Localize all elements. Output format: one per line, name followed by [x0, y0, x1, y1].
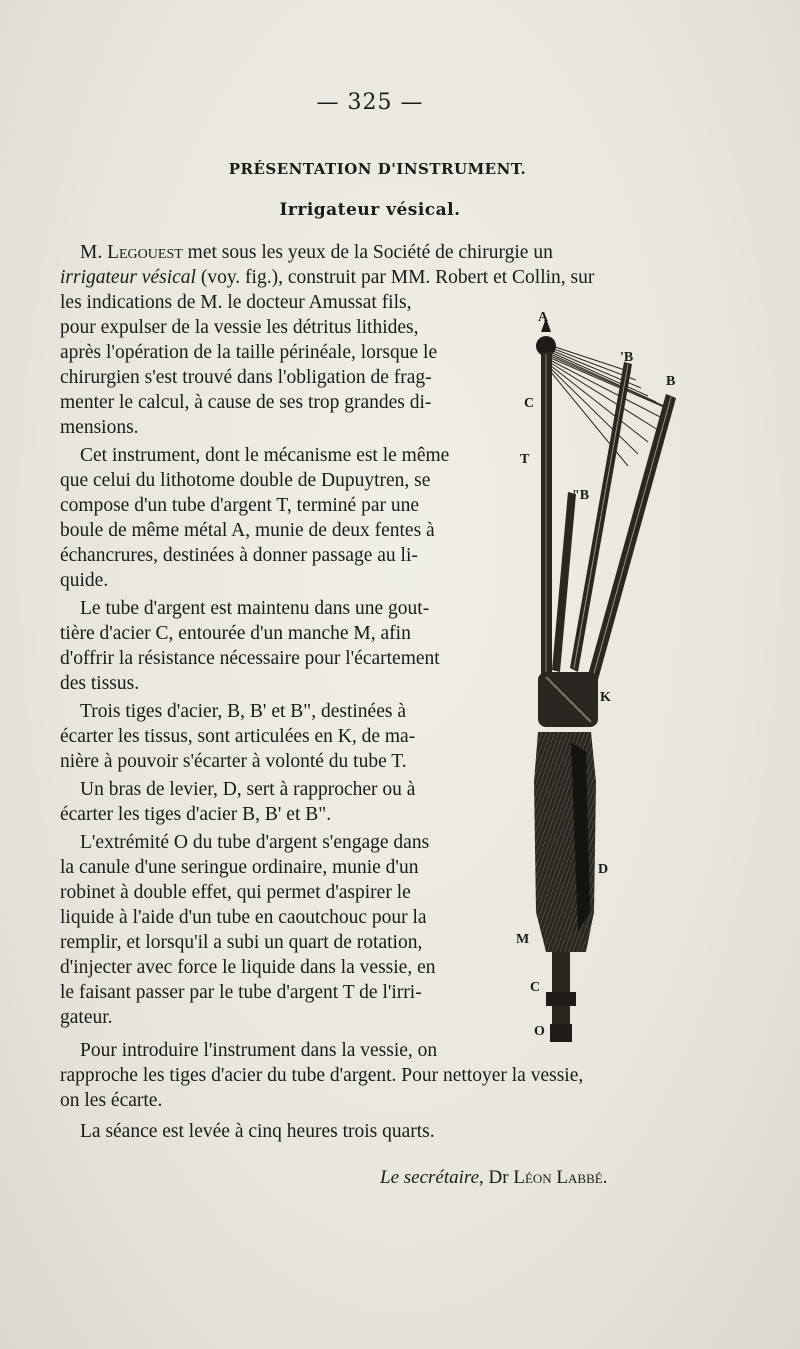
instrument-name: irrigateur vésical	[60, 267, 196, 288]
text-line: Pour introduire l'instrument dans la vessie, on	[80, 1040, 438, 1061]
text-line: les indications de M. le docteur Amussat fils,	[60, 292, 412, 313]
text-line: des tissus.	[60, 673, 140, 694]
label-b-double: "B	[572, 488, 590, 503]
signature: Le secrétaire, Dr Léon Labbé.	[380, 1167, 608, 1188]
text-line: compose d'un tube d'argent T, terminé par une	[60, 495, 420, 516]
tube-end	[550, 1024, 572, 1042]
author-name: Legouest	[107, 242, 183, 263]
text-line: rapproche les tiges d'acier du tube d'argent. Pour nettoyer la vessie,	[60, 1065, 584, 1086]
signature-name: Léon Labbé.	[508, 1167, 608, 1188]
text-line: quide.	[60, 570, 109, 591]
text-line: écarter les tissus, sont articulées en K, de ma-	[60, 726, 416, 747]
text-line: remplir, et lorsqu'il a subi un quart de rotation,	[60, 932, 423, 953]
text-line: liquide à l'aide d'un tube en caoutchouc pour la	[60, 907, 427, 928]
text-line: après l'opération de la taille périnéale, lorsque le	[60, 342, 438, 363]
blade-b3	[552, 492, 576, 672]
text-line: robinet à double effet, qui permet d'aspirer le	[60, 882, 411, 903]
section-heading: PRÉSENTATION D'INSTRUMENT.	[228, 160, 527, 178]
text-line: M. Legouest met sous les yeux de la Société de chirurgie un	[80, 242, 553, 263]
page-number: — 325 —	[316, 90, 424, 115]
text-line: boule de même métal A, munie de deux fentes à	[60, 520, 435, 541]
text-line: mensions.	[60, 417, 139, 438]
text-line: on les écarte.	[60, 1090, 163, 1111]
label-a: A	[538, 310, 549, 325]
text-line: nière à pouvoir s'écarter à volonté du tube T.	[60, 751, 407, 772]
text-line: gateur.	[60, 1007, 113, 1028]
label-m: M	[516, 932, 530, 947]
text-line: Trois tiges d'acier, B, B' et B", destinées à	[80, 701, 406, 722]
label-b-prime: 'B	[620, 350, 634, 365]
instrument-illustration	[516, 312, 696, 1047]
text-line: Un bras de levier, D, sert à rapprocher ou à	[80, 779, 416, 800]
label-o: O	[534, 1024, 545, 1039]
irrigator-drawing	[516, 312, 696, 1047]
section-subheading: Irrigateur vésical.	[279, 200, 461, 220]
label-c-bottom: C	[530, 980, 541, 995]
text-line: d'injecter avec force le liquide dans la vessie, en	[60, 957, 436, 978]
text-line: Cet instrument, dont le mécanisme est le même	[80, 445, 450, 466]
text-line: que celui du lithotome double de Dupuytren, se	[60, 470, 431, 491]
label-b: B	[666, 374, 676, 389]
text-line: La séance est levée à cinq heures trois quarts.	[80, 1121, 435, 1142]
signature-role: Le secrétaire	[380, 1167, 480, 1188]
text-line: échancrures, destinées à donner passage au li-	[60, 545, 418, 566]
text-line: écarter les tiges d'acier B, B' et B".	[60, 804, 332, 825]
text-line: le faisant passer par le tube d'argent T de l'irri-	[60, 982, 422, 1003]
text-line: d'offrir la résistance nécessaire pour l'écartement	[60, 648, 440, 669]
text-line: L'extrémité O du tube d'argent s'engage dans	[80, 832, 430, 853]
text-line: Le tube d'argent est maintenu dans une gout-	[80, 598, 430, 619]
label-t: T	[520, 452, 530, 467]
text-line: chirurgien s'est trouvé dans l'obligation de frag-	[60, 367, 432, 388]
signature-title: Dr	[488, 1167, 509, 1188]
text-line: tière d'acier C, entourée d'un manche M, afin	[60, 623, 411, 644]
label-k: K	[600, 690, 611, 705]
text-line: menter le calcul, à cause de ses trop grandes di-	[60, 392, 432, 413]
label-d: D	[598, 862, 609, 877]
label-c-top: C	[524, 396, 535, 411]
text-line: irrigateur vésical (voy. fig.), construit par MM. Robert et Collin, sur	[60, 267, 595, 288]
text-line: pour expulser de la vessie les détritus lithides,	[60, 317, 419, 338]
text-line: la canule d'une seringue ordinaire, munie d'un	[60, 857, 419, 878]
